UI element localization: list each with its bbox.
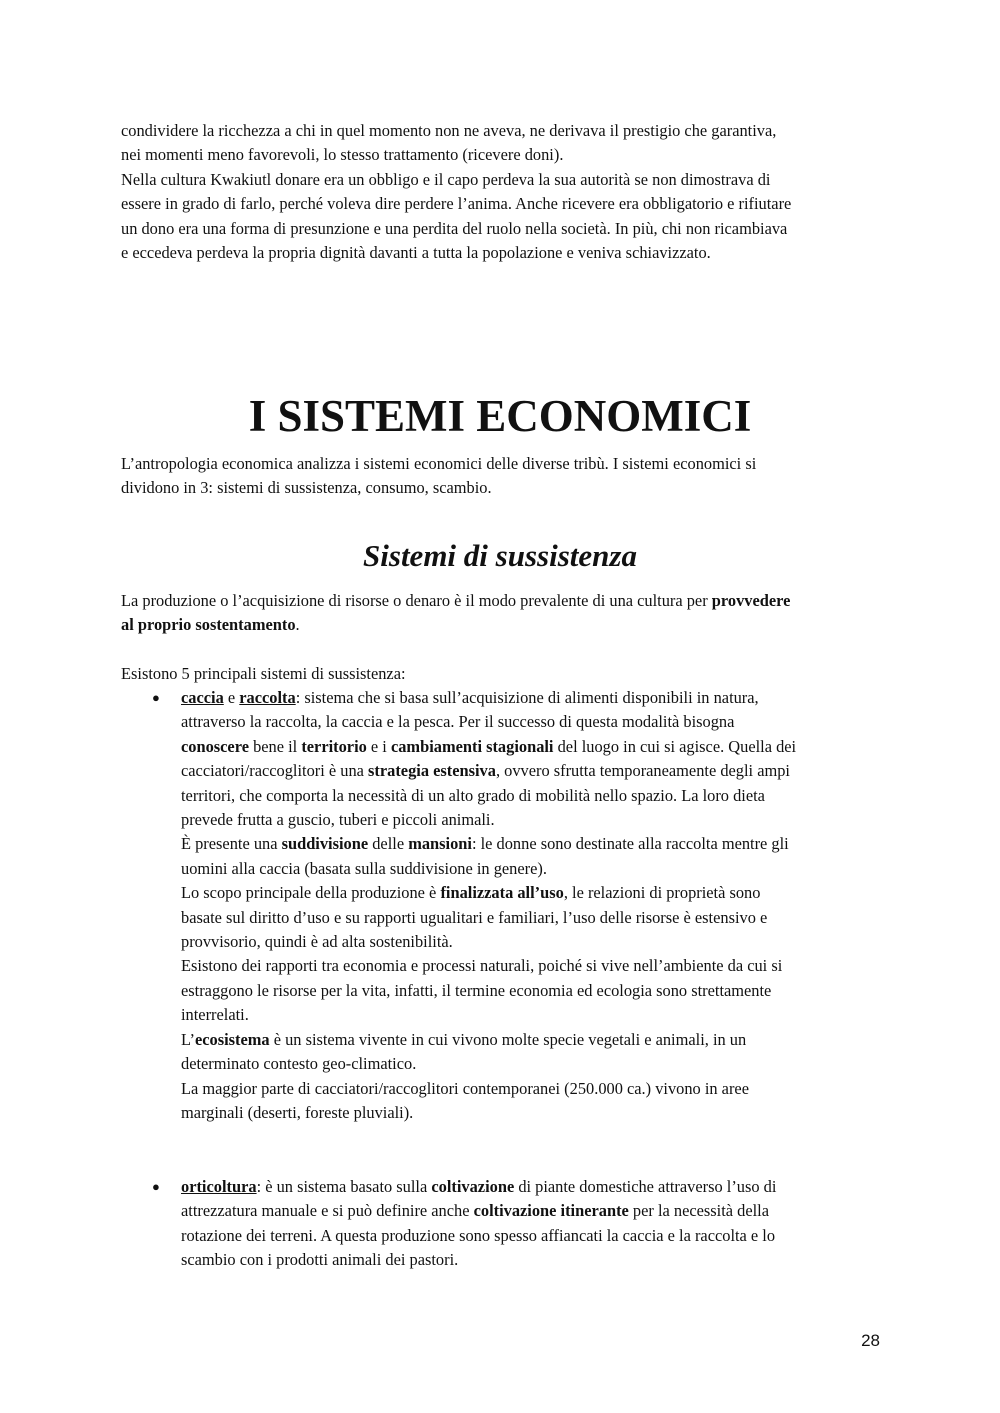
intro-paragraph	[121, 119, 883, 265]
bullet-list	[121, 686, 883, 1125]
bold-text: cambiamenti stagionali	[390, 736, 554, 756]
text-line: e eccedeva perdeva la propria dignità davanti a tutta la popolazione e veniva schiavizzato.	[121, 243, 711, 263]
text-line: provvisorio, quindi è ad alta sostenibilità.	[181, 932, 453, 952]
text-span: e i	[366, 736, 391, 756]
text-line: marginali (deserti, foreste pluviali).	[181, 1102, 414, 1122]
text-line: Nella cultura Kwakiutl donare era un obbligo e il capo perdeva la sua autorità se non dimostrava di	[121, 169, 771, 189]
text-line: determinato contesto geo-climatico.	[181, 1054, 417, 1074]
text-line: L’antropologia economica analizza i sistemi economici delle diverse tribù. I sistemi economici si	[121, 454, 757, 473]
bold-text: al proprio sostentamento	[121, 615, 296, 635]
term-raccolta: raccolta	[239, 688, 296, 707]
text-span: Lo scopo principale della produzione è	[181, 883, 441, 903]
list-intro	[121, 662, 883, 686]
bold-text: provvedere	[711, 591, 791, 610]
text-line: territori, che comporta la necessità di un alto grado di mobilità nello spazio. La loro dieta	[181, 785, 765, 805]
text-span: delle	[368, 834, 409, 854]
text-line	[181, 759, 883, 783]
section-heading: I SISTEMI ECONOMICI	[248, 391, 752, 441]
text-line: estraggono le risorse per la vita, infatti, il termine economia ed ecologia sono strettamente	[181, 980, 772, 1000]
text-line	[181, 686, 883, 710]
text-span: cacciatori/raccoglitori è una	[181, 761, 369, 781]
text-line	[121, 613, 883, 637]
subsection-heading: Sistemi di sussistenza	[363, 538, 637, 573]
text-span: .	[295, 615, 300, 635]
text-line: condividere la ricchezza a chi in quel momento non ne aveva, ne derivava il prestigio che garantiva,	[121, 121, 777, 140]
term-orticoltura: orticoltura	[181, 1177, 257, 1196]
text-line: Esistono dei rapporti tra economia e processi naturali, poiché si vive nell’ambiente da cui si	[181, 956, 783, 976]
bold-text: suddivisione	[281, 834, 369, 854]
text-span: , le relazioni di proprietà sono	[563, 883, 761, 903]
text-line	[181, 1028, 883, 1052]
text-line: nei momenti meno favorevoli, lo stesso trattamento (ricevere doni).	[121, 145, 564, 165]
text-line	[181, 735, 883, 759]
bold-text: territorio	[301, 736, 367, 756]
text-line: scambio con i prodotti animali dei pastori.	[181, 1250, 459, 1270]
text-span: : è un sistema basato sulla	[256, 1177, 432, 1196]
bold-text: ecosistema	[194, 1029, 270, 1049]
bold-text: conoscere	[181, 736, 249, 756]
text-span: e	[223, 688, 240, 707]
text-span: , ovvero sfrutta temporaneamente degli ampi	[495, 761, 790, 781]
text-span: La produzione o l’acquisizione di risorse o denaro è il modo prevalente di una cultura per	[121, 591, 712, 610]
text-span: bene il	[248, 736, 302, 756]
text-span: per la necessità della	[628, 1201, 769, 1221]
term-caccia: caccia	[181, 688, 224, 707]
text-line: La maggior parte di cacciatori/raccoglitori contemporanei (250.000 ca.) vivono in aree	[181, 1078, 749, 1098]
page-number: 28	[861, 1331, 880, 1350]
economics-intro-paragraph	[121, 452, 883, 501]
text-line: attraverso la raccolta, la caccia e la pesca. Per il successo di questa modalità bisogna	[181, 712, 735, 732]
text-line	[181, 832, 883, 856]
bold-text: mansioni	[408, 834, 472, 854]
text-line: rotazione dei terreni. A questa produzione sono spesso affiancati la caccia e la raccolta e lo	[181, 1225, 776, 1245]
bullet-list	[121, 1175, 883, 1273]
list-item	[121, 686, 883, 1125]
text-line: dividono in 3: sistemi di sussistenza, consumo, scambio.	[121, 478, 492, 498]
text-line: basate sul diritto d’uso e su rapporti ugualitari e familiari, l’uso delle risorse è estensivo e	[181, 907, 768, 927]
text-line: interrelati.	[181, 1005, 249, 1025]
text-line: un dono era una forma di presunzione e una perdita del ruolo nella società. In più, chi non ricambiava	[121, 218, 788, 238]
bold-text: coltivazione	[431, 1177, 515, 1196]
text-span: di piante domestiche attraverso l’uso di	[514, 1177, 777, 1196]
text-span: del luogo in cui si agisce. Quella dei	[553, 736, 797, 756]
list-item	[121, 1175, 883, 1273]
bullet-icon: ●	[152, 690, 160, 705]
text-line	[181, 881, 883, 905]
text-span: è un sistema vivente in cui vivono molte specie vegetali e animali, in un	[269, 1029, 747, 1049]
text-line: prevede frutta a guscio, tuberi e piccoli animali.	[181, 810, 495, 830]
bold-text: strategia estensiva	[368, 761, 496, 781]
text-line	[181, 1175, 883, 1199]
text-span: È presente una	[181, 834, 282, 854]
text-line	[181, 1199, 883, 1223]
text-line: uomini alla caccia (basata sulla suddivisione in genere).	[181, 858, 547, 878]
definition-paragraph	[121, 589, 883, 638]
bullet-icon: ●	[152, 1179, 160, 1194]
text-line	[121, 589, 883, 613]
text-span: attrezzatura manuale e si può definire anche	[181, 1201, 474, 1221]
text-span: L’	[181, 1029, 195, 1049]
bold-text: finalizzata all’uso	[440, 883, 564, 903]
text-line: essere in grado di farlo, perché voleva dire perdere l’anima. Anche ricevere era obbligatorio e rifiutare	[121, 194, 792, 214]
text-line: Esistono 5 principali sistemi di sussistenza:	[121, 664, 406, 683]
text-span: : sistema che si basa sull’acquisizione di alimenti disponibili in natura,	[295, 688, 759, 707]
text-span: : le donne sono destinate alla raccolta mentre gli	[471, 834, 789, 854]
bold-text: coltivazione itinerante	[473, 1201, 629, 1221]
